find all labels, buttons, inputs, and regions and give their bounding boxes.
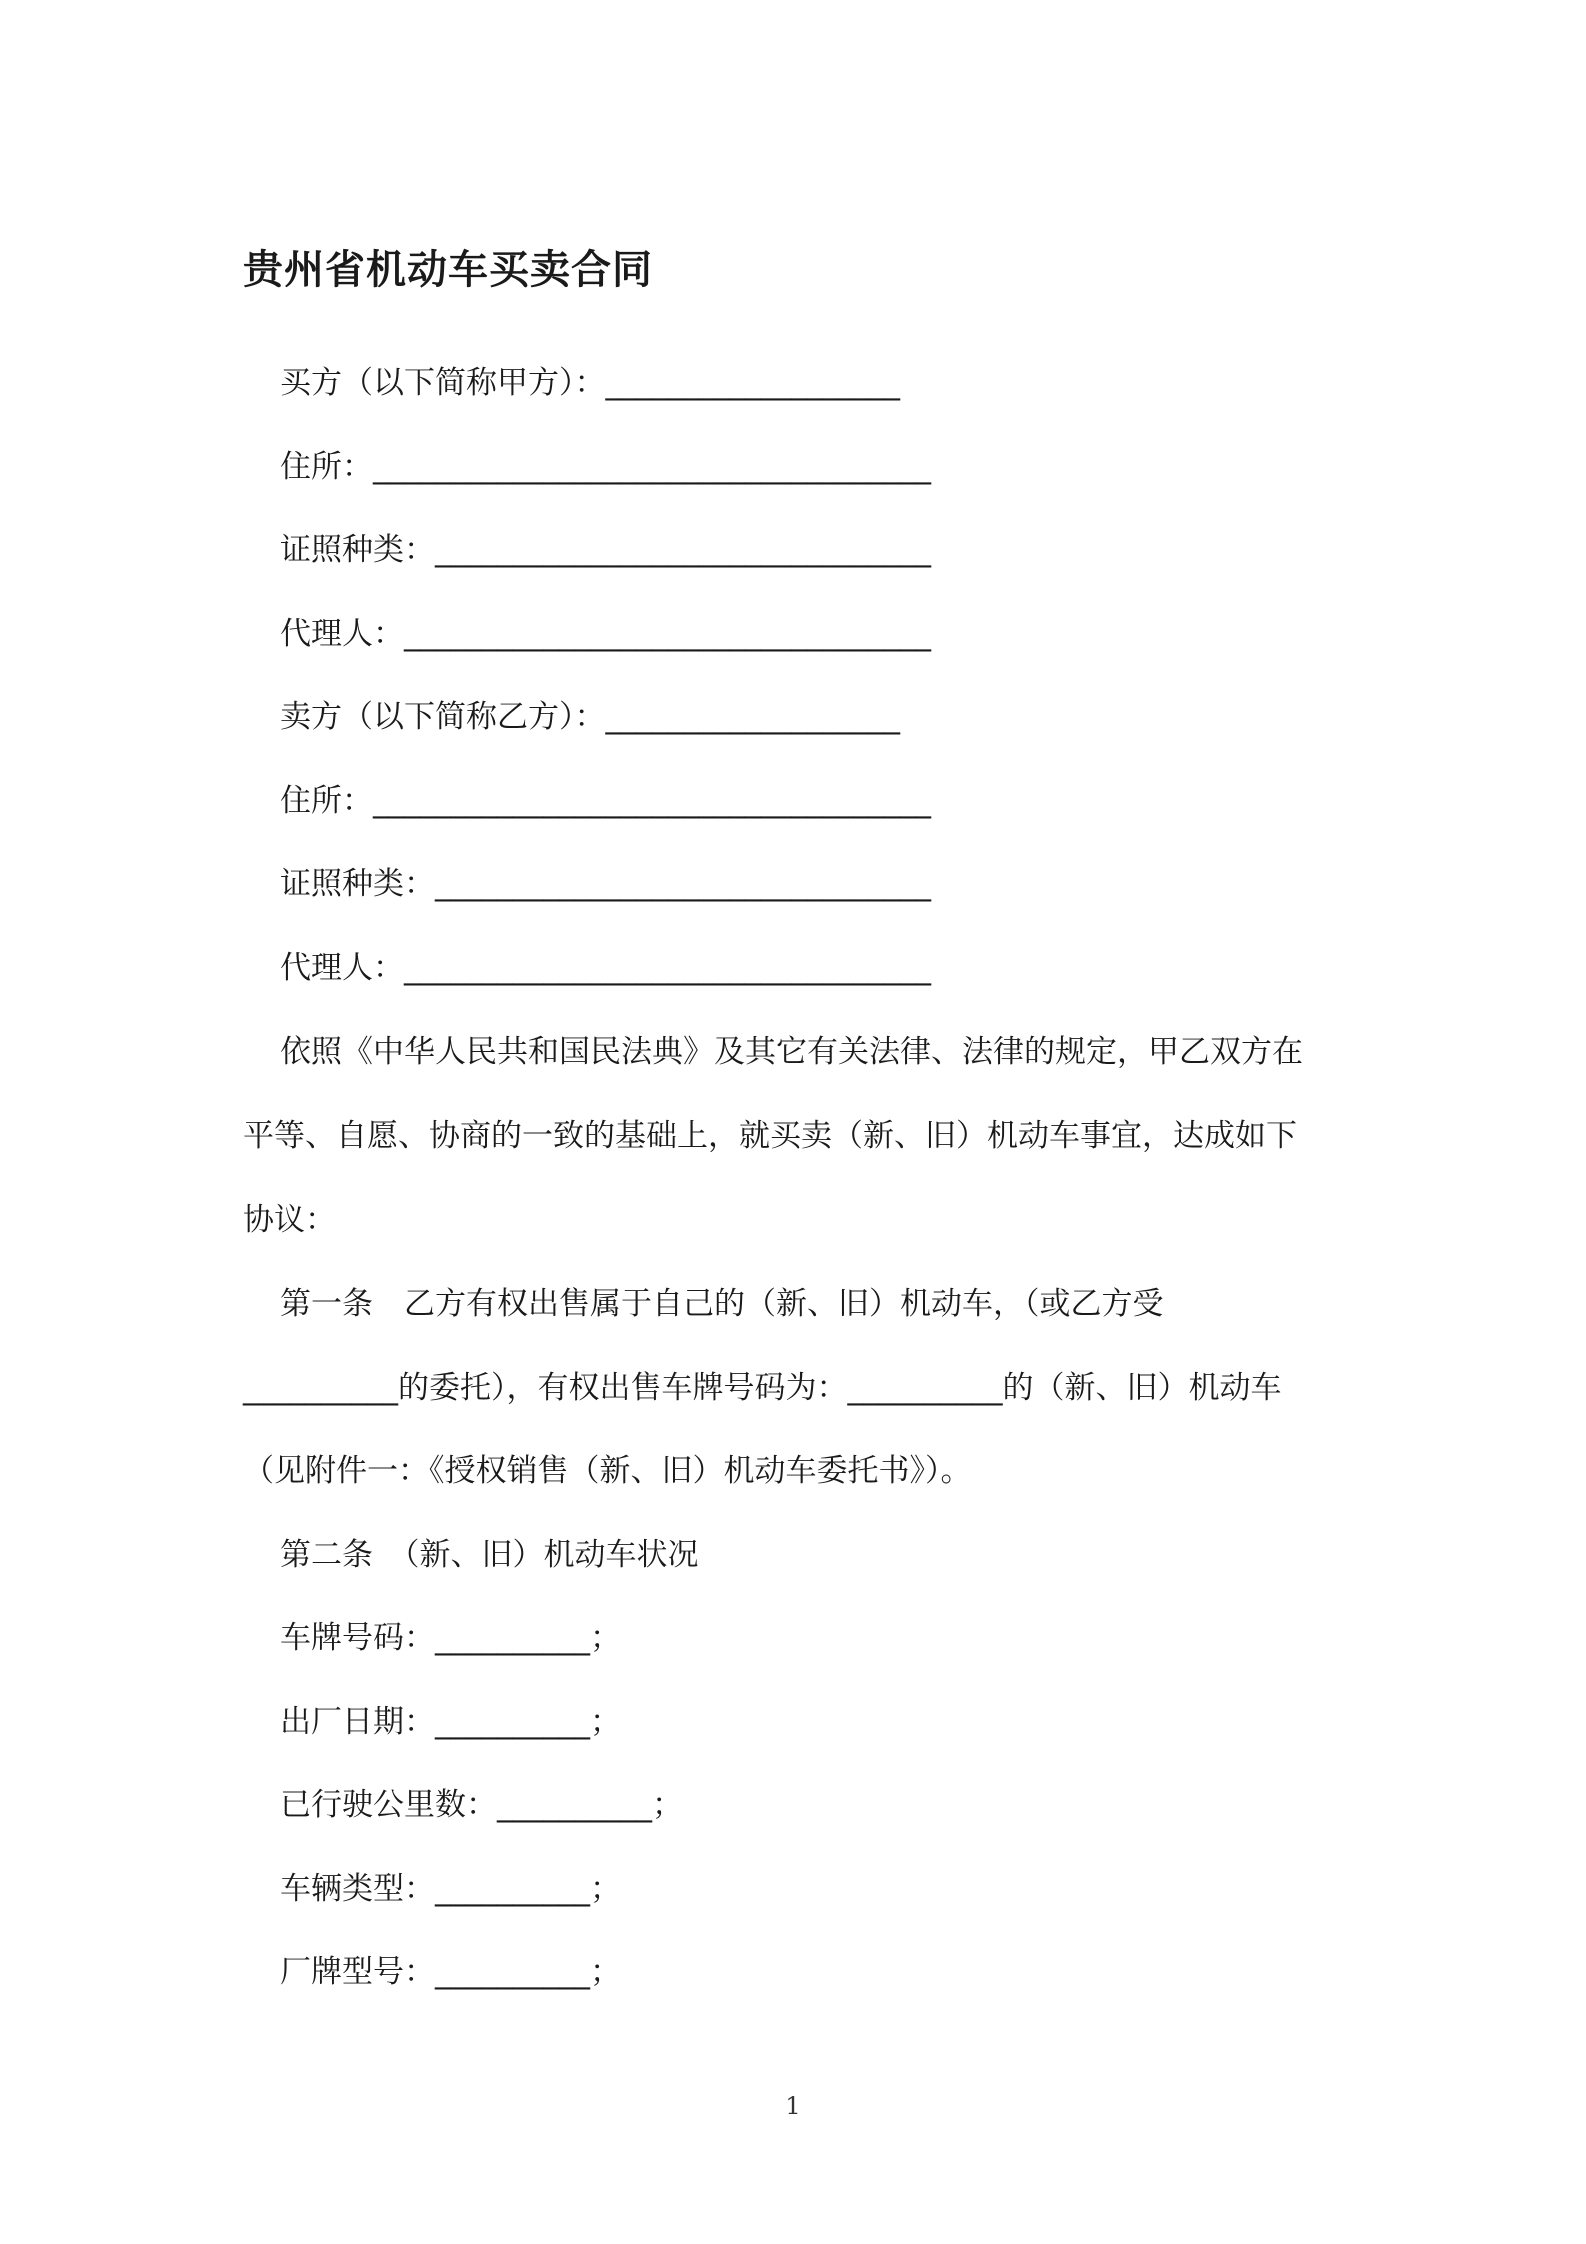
vehicle-field-manufacture-date: 出厂日期：__________； — [280, 1704, 621, 1740]
seller-id-type: 证照种类：________________________________ — [280, 866, 931, 902]
seller-heading: 卖方（以下简称乙方）：___________________ — [280, 699, 900, 735]
vehicle-field-plate-number: 车牌号码：__________； — [280, 1620, 621, 1656]
page-number: 1 — [785, 2092, 801, 2120]
vehicle-field-brand-model: 厂牌型号：__________； — [280, 1954, 621, 1990]
buyer-heading: 买方（以下简称甲方）：___________________ — [280, 365, 900, 401]
vehicle-field-mileage: 已行驶公里数：__________； — [280, 1787, 683, 1823]
preamble-line: 平等、自愿、协商的一致的基础上，就买卖（新、旧）机动车事宜，达成如下 — [243, 1118, 1297, 1154]
vehicle-field-vehicle-type: 车辆类型：__________； — [280, 1871, 621, 1907]
preamble-line: 依照《中华人民共和国民法典》及其它有关法律、法律的规定，甲乙双方在 — [280, 1034, 1303, 1070]
seller-agent: 代理人：__________________________________ — [280, 950, 931, 986]
buyer-address: 住所：____________________________________ — [280, 449, 931, 485]
buyer-id-type: 证照种类：________________________________ — [280, 532, 931, 568]
document-title: 贵州省机动车买卖合同 — [243, 247, 653, 293]
article-one-line: __________的委托），有权出售车牌号码为：__________的（新、旧）机动车 — [243, 1370, 1282, 1406]
seller-address: 住所：____________________________________ — [280, 783, 931, 819]
article-one-line: 第一条 乙方有权出售属于自己的（新、旧）机动车，（或乙方受 — [280, 1286, 1164, 1322]
buyer-agent: 代理人：__________________________________ — [280, 616, 931, 652]
article-one-line: （见附件一：《授权销售（新、旧）机动车委托书》）。 — [243, 1453, 972, 1489]
preamble-line: 协议： — [243, 1202, 336, 1238]
article-two-heading: 第二条 （新、旧）机动车状况 — [280, 1537, 699, 1573]
